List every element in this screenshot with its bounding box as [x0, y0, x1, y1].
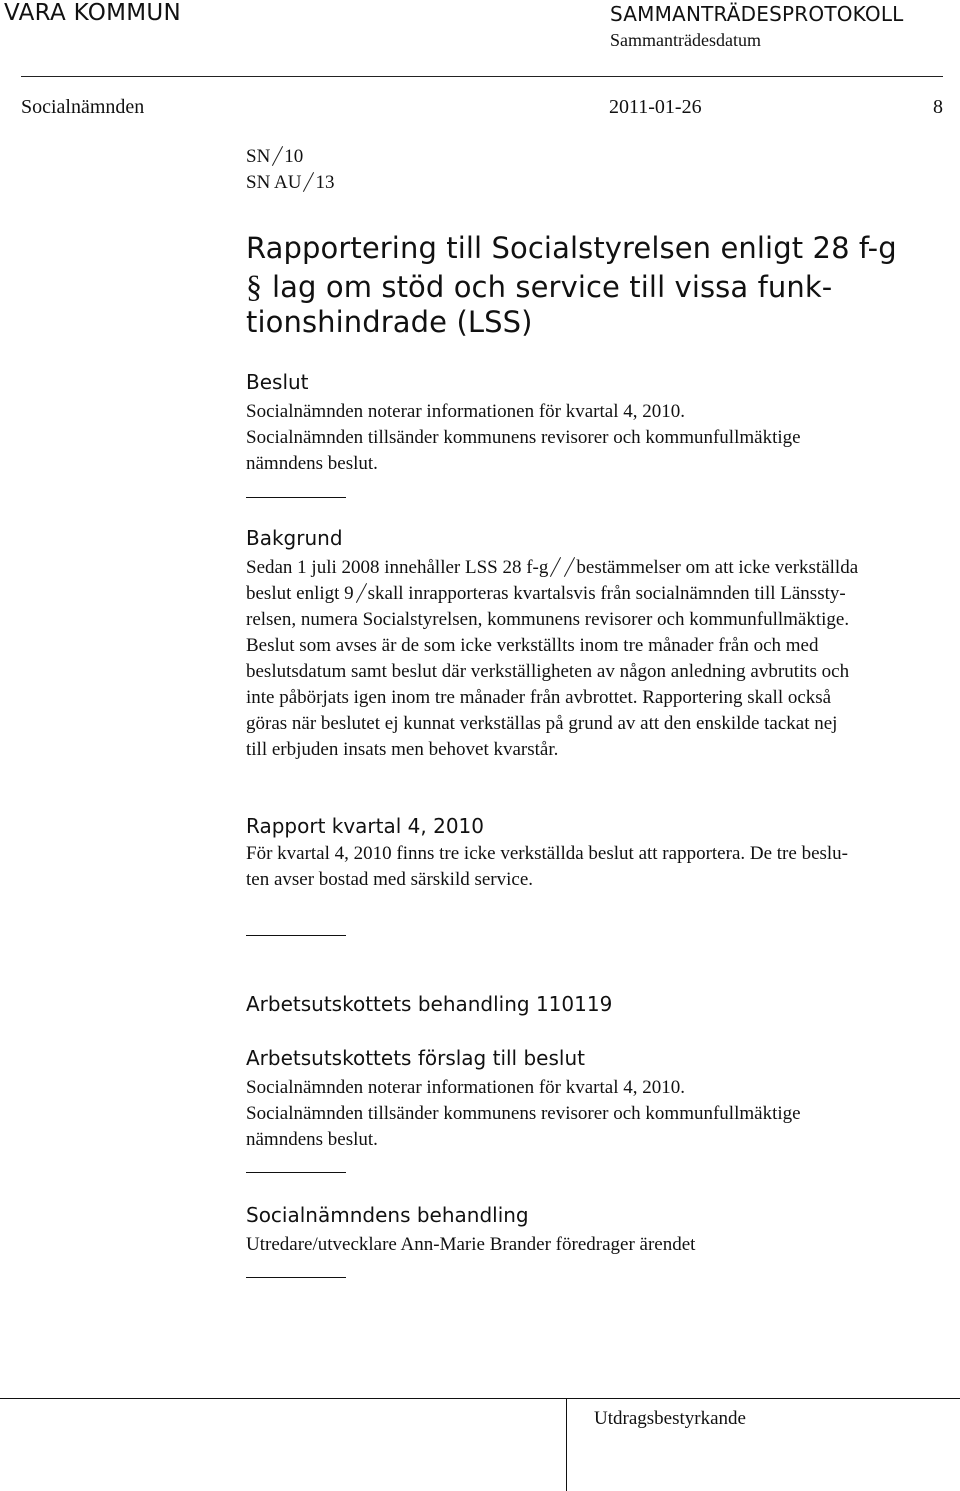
section-divider — [246, 935, 346, 936]
date-label: Sammanträdesdatum — [610, 30, 761, 50]
background-line — [246, 583, 846, 605]
organization-name: VARA KOMMUN — [4, 0, 182, 26]
meeting-date: 2011-01-26 — [609, 96, 702, 118]
background-line: göras när beslutet ej kunnat verkställas på grund av att den enskilde tackat nej — [246, 713, 838, 734]
case-number: 10 — [284, 146, 304, 167]
case-reference-sn — [246, 146, 303, 168]
report-heading: Rapport kvartal 4, 2010 — [246, 814, 485, 838]
decision-line: nämndens beslut. — [246, 453, 378, 474]
header-rule — [21, 76, 943, 77]
committee-proposal-heading: Arbetsutskottets förslag till beslut — [246, 1046, 585, 1070]
background-text: Sedan 1 juli 2008 innehåller LSS 28 f-g — [246, 557, 549, 578]
background-line: inte påbörjats igen inom tre månader från avbrottet. Rapportering skall också — [246, 687, 832, 708]
background-line: beslutsdatum samt beslut där verkställigheten av någon anledning avbrutits och — [246, 661, 850, 682]
document-type: SAMMANTRÄDESPROTOKOLL — [610, 2, 904, 26]
page-number: 8 — [933, 96, 943, 118]
board-heading: Socialnämndens behandling — [246, 1203, 529, 1227]
section-divider — [246, 497, 346, 498]
report-line: För kvartal 4, 2010 finns tre icke verkställda beslut att rapportera. De tre beslu- — [246, 843, 848, 864]
report-line: ten avser bostad med särskild service. — [246, 869, 534, 890]
title-line-3: tionshindrade (LSS) — [246, 305, 533, 339]
certification-label: Utdragsbestyrkande — [594, 1408, 746, 1429]
footer-divider — [566, 1398, 567, 1491]
case-reference-au — [246, 172, 334, 194]
case-number: 13 — [315, 172, 335, 193]
background-line — [246, 557, 858, 579]
decision-heading: Beslut — [246, 370, 309, 394]
section-divider — [246, 1172, 346, 1173]
title-line-1: Rapportering till Socialstyrelsen enligt 28 f-g — [246, 231, 897, 265]
background-text: skall inrapporteras kvartalsvis från socialnämnden till Länssty- — [367, 583, 846, 604]
paragraph-icon — [564, 558, 574, 576]
background-line: Beslut som avses är de som icke verkställts inom tre månader från och med — [246, 635, 819, 656]
committee-line: nämndens beslut. — [246, 1129, 378, 1150]
decision-line: Socialnämnden tillsänder kommunens revisorer och kommunfullmäktige — [246, 427, 801, 448]
title-line-2 — [246, 268, 832, 305]
decision-line: Socialnämnden noterar informationen för kvartal 4, 2010. — [246, 401, 685, 422]
paragraph-icon — [356, 584, 366, 602]
board-line: Utredare/utvecklare Ann-Marie Brander föredrager ärendet — [246, 1234, 696, 1255]
committee-name: Socialnämnden — [21, 96, 145, 118]
background-line: relsen, numera Socialstyrelsen, kommunens revisorer och kommunfullmäktige. — [246, 609, 850, 630]
background-text: beslut enligt 9 — [246, 583, 354, 604]
background-heading: Bakgrund — [246, 526, 343, 550]
footer-rule — [0, 1398, 960, 1399]
committee-line: Socialnämnden noterar informationen för kvartal 4, 2010. — [246, 1077, 685, 1098]
section-divider — [246, 1277, 346, 1278]
paragraph-icon — [303, 173, 313, 191]
paragraph-icon: § — [246, 268, 263, 304]
background-line: till erbjuden insats men behovet kvarstår. — [246, 739, 559, 760]
paragraph-icon — [550, 558, 560, 576]
case-prefix: SN AU — [246, 172, 302, 193]
paragraph-icon — [272, 147, 282, 165]
committee-line: Socialnämnden tillsänder kommunens revisorer och kommunfullmäktige — [246, 1103, 801, 1124]
committee-heading: Arbetsutskottets behandling 110119 — [246, 992, 613, 1016]
background-text: bestämmelser om att icke verkställda — [576, 557, 859, 578]
case-prefix: SN — [246, 146, 271, 167]
title-line-2-text: lag om stöd och service till vissa funk- — [272, 270, 833, 304]
